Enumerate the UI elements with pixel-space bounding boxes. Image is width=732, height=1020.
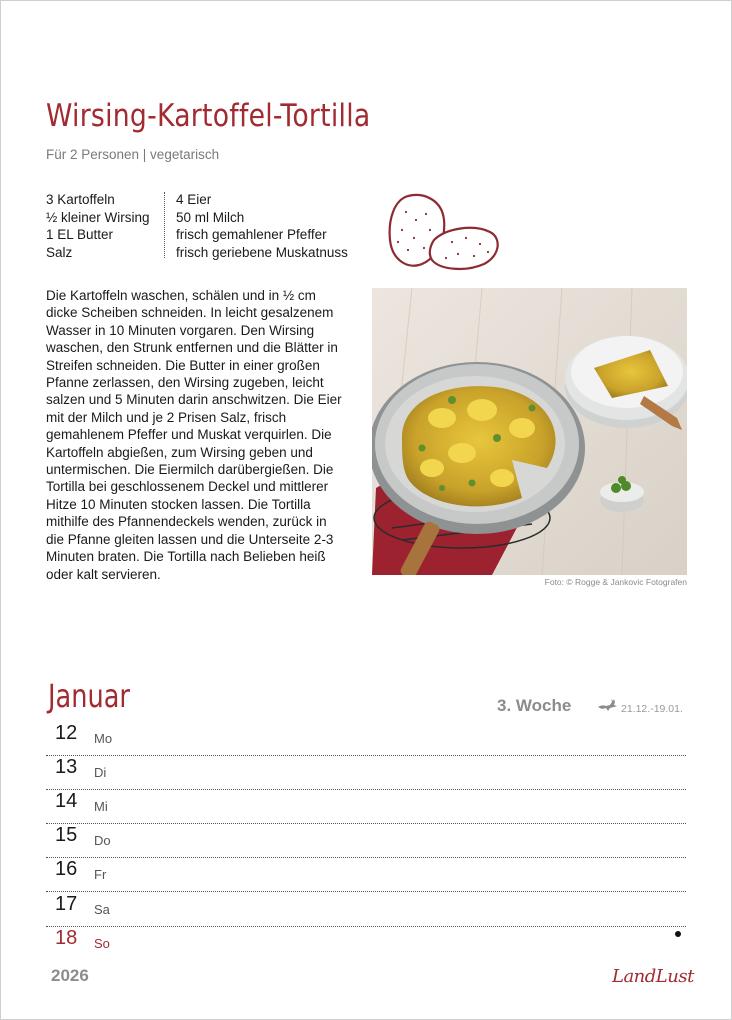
day-name: Di <box>94 765 107 780</box>
day-row-friday[interactable] <box>46 857 686 892</box>
day-number: 16 <box>55 858 78 880</box>
recipe-instructions: Die Kartoffeln waschen, schälen und in ½ cm dicke Scheiben schneiden. In leicht gesalzenem Wasser in 10 Minuten vorgaren. Den Wirsing waschen, den Strunk entfernen und die Blätter in Streifen schneiden. Die Butter in einer großen Pfanne zerlassen, den Wirsing zugeben, leicht salzen und 5 Minuten darin anschwitzen. Die Eier mit der Milch und je 2 Prisen Salz, frisch gemahlenem Pfeffer und Muskat verquirlen. Die Kartoffeln abgießen, zum Wirsing geben und untermischen. Die Eiermilch darübergießen. Die Tortilla bei geschlossenem Deckel und mittlerer Hitze 10 Minuten stocken lassen. Die Tortilla mithilfe des Pfannendeckels wenden, zurück in die Pfanne gleiten lassen und die Unterseite 2-3 Minuten braten. Die Tortilla nach Belieben heiß oder kalt servieren. <box>46 288 342 582</box>
day-row-tuesday[interactable] <box>46 755 686 790</box>
day-row-saturday[interactable] <box>46 892 686 927</box>
ingredients-divider <box>164 192 165 258</box>
day-name: Sa <box>94 902 110 917</box>
day-name: Mo <box>94 731 113 746</box>
day-name: Fr <box>94 867 107 882</box>
recipe-subtitle: Für 2 Personen | vegetarisch <box>46 147 220 162</box>
ingredient-item: frisch geriebene Muskatnuss <box>176 244 348 260</box>
photo-credit: Foto: © Rogge & Jankovic Fotografen <box>544 577 687 587</box>
month-title: Januar <box>48 677 130 715</box>
ingredient-item: 1 EL Butter <box>46 227 114 242</box>
potato-icon <box>386 190 504 274</box>
day-number: 15 <box>55 824 78 846</box>
day-number: 14 <box>55 790 78 812</box>
moon-phase-dot <box>675 931 681 937</box>
day-number: 13 <box>55 756 78 778</box>
day-number: 12 <box>55 722 78 744</box>
week-label: 3. Woche <box>497 696 572 715</box>
ingredient-item: frisch gemahlener Pfeffer <box>176 227 327 242</box>
day-name: Do <box>94 833 111 848</box>
ingredient-item: 50 ml Milch <box>176 209 245 225</box>
ingredient-item: 3 Kartoffeln <box>46 192 115 207</box>
ingredients-left-column <box>46 191 164 261</box>
ingredient-item: ½ kleiner Wirsing <box>46 209 150 225</box>
brand-logo: LandLust <box>612 966 694 987</box>
calendar-year: 2026 <box>51 966 89 985</box>
recipe-title: Wirsing-Kartoffel-Tortilla <box>46 98 371 134</box>
day-name: So <box>94 936 110 951</box>
capricorn-deer-icon <box>596 697 618 713</box>
day-name: Mi <box>94 799 108 814</box>
day-number: 18 <box>55 927 78 949</box>
day-row-monday[interactable] <box>46 721 686 756</box>
week-date-range: 21.12.-19.01. <box>621 703 683 715</box>
ingredient-item: 4 Eier <box>176 192 212 207</box>
day-row-wednesday[interactable] <box>46 789 686 824</box>
day-row-thursday[interactable] <box>46 823 686 858</box>
recipe-photo <box>372 288 687 575</box>
ingredients-right-column <box>176 191 376 261</box>
day-number: 17 <box>55 893 78 915</box>
ingredient-item: Salz <box>46 244 73 260</box>
day-row-sunday[interactable] <box>46 926 686 960</box>
